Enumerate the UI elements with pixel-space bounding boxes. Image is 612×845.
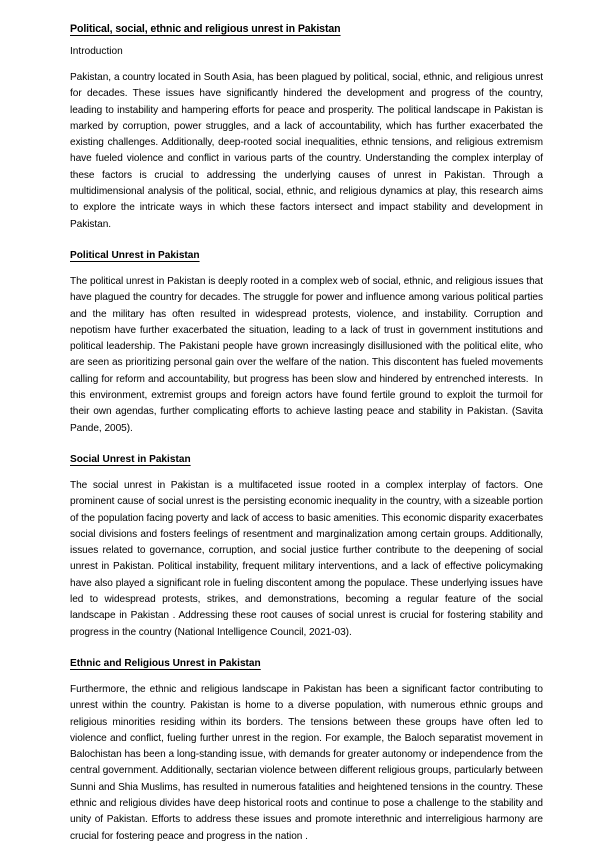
introduction-label: Introduction [70,46,123,57]
section-heading-political: Political Unrest in Pakistan [70,249,200,261]
introduction-paragraph: Pakistan, a country located in South Asia, has been plagued by political, social, ethnic, and religious unrest for decades. These issues have significantly hindered the development and progress of the country, leading to instability and hampering efforts for peace and prosperity. The political landscape in Pakistan is marked by corruption, power struggles, and a lack of accountability, which has further exacerbated the existing challenges. Additionally, deep-rooted social inequalities, ethnic tensions, and religious extremism have fueled violence and conflict in various parts of the country. Understanding the complex interplay of these factors is crucial to addressing the underlying causes of unrest in Pakistan. Through a multidimensional analysis of the political, social, ethnic, and religious dynamics at play, this research aims to explore the intricate ways in which these factors intersect and impact stability and development in Pakistan. [70,72,546,230]
section-paragraph-ethnic-religious: Furthermore, the ethnic and religious landscape in Pakistan has been a significant factor contributing to unrest within the country. Pakistan is home to a diverse population, with numerous ethnic groups and religious minorities residing within its borders. The tensions between these groups have often led to violence and conflict, fueling further unrest in the region. For example, the Baloch separatist movement in Balochistan has been a long-standing issue, with demands for greater autonomy or independence from the central government. Additionally, sectarian violence between different religious groups, particularly between Sunni and Shia Muslims, has resulted in numerous fatalities and heightened tensions in the country. These ethnic and religious divides have deep historical roots and continue to pose a challenge to the stability and unity of Pakistan. Efforts to address these issues and promote interethnic and interreligious harmony are crucial for fostering peace and progress in the nation . [70,683,546,842]
section-heading-political-wrap [70,245,543,263]
section-paragraph-political: The political unrest in Pakistan is deeply rooted in a complex web of social, ethnic, and religious issues that have plagued the country for decades. The struggle for power and influence among various political parties and the military has often resulted in widespread protests, violence, and instability. Corruption and nepotism have further exacerbated the situation, leading to a lack of trust in government institutions and political leadership. The Pakistani people have grown increasingly disillusioned with the political elite, who are seen as prioritizing personal gain over the welfare of the nation. This discontent has fueled movements calling for reform and accountability, but progress has been slow and hindered by entrenched interests. In this environment, extremist groups and foreign actors have found fertile ground to exploit the turmoil for their own agendas, further complicating efforts to achieve lasting peace and stability in Pakistan. (Savita Pande, 2005). [70,275,546,434]
page-title: Political, social, ethnic and religious unrest in Pakistan [70,23,341,35]
section-heading-ethnic-religious: Ethnic and Religious Unrest in Pakistan [70,657,261,669]
section-heading-ethnic-religious-wrap [70,653,543,671]
section-paragraph-social: The social unrest in Pakistan is a multifaceted issue rooted in a complex interplay of factors. One prominent cause of social unrest is the persisting economic inequality in the country, with a sizeable portion of the population facing poverty and lack of access to basic amenities. This economic disparity exacerbates social divisions and fosters feelings of resentment and marginalization among certain groups. Additionally, issues related to governance, corruption, and social justice further contribute to the deepening of social unrest in Pakistan. Political instability, frequent military interventions, and a lack of effective policymaking have also played a significant role in fueling discontent among the populace. These underlying issues have led to widespread protests, strikes, and demonstrations, becoming a regular feature of the social landscape in Pakistan . Addressing these root causes of social unrest is crucial for fostering stability and progress in the country (National Intelligence Council, 2021-03). [70,479,546,638]
section-heading-social-wrap [70,449,543,467]
section-heading-social: Social Unrest in Pakistan [70,453,191,465]
